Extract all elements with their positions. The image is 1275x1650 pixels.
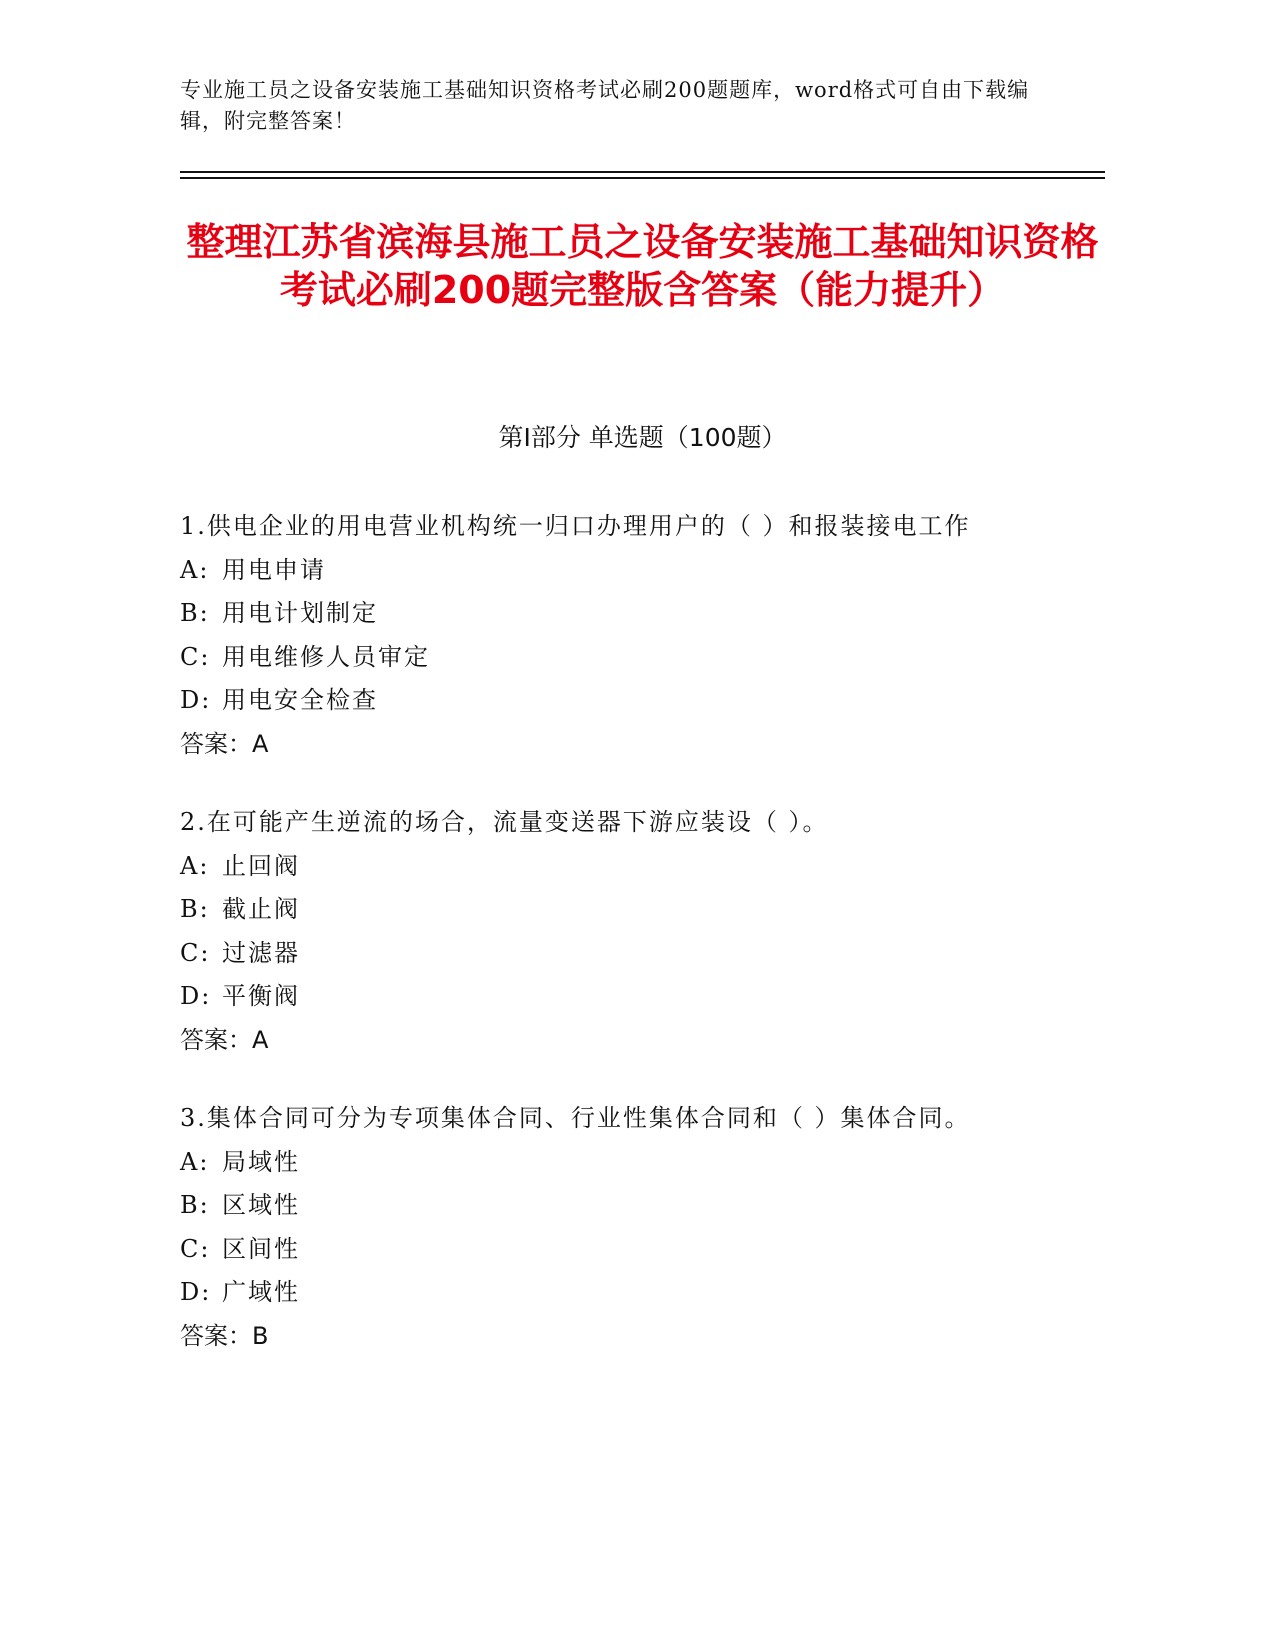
answer-line	[180, 1315, 1105, 1359]
option-text: 区间性	[222, 1234, 300, 1263]
option-b	[180, 1184, 1105, 1228]
option-d	[180, 975, 1105, 1019]
header-note: 专业施工员之设备安装施工基础知识资格考试必刷200题题库，word格式可自由下载编辑，附完整答案！	[180, 78, 1030, 133]
question-1	[180, 505, 1105, 766]
answer-value: B	[252, 1321, 269, 1350]
option-letter: A:	[180, 1147, 210, 1176]
option-c	[180, 1228, 1105, 1272]
option-text: 截止阀	[222, 895, 300, 923]
header-rule-thin	[180, 171, 1105, 173]
option-letter: B:	[180, 895, 210, 923]
option-letter: A:	[180, 851, 210, 880]
option-d	[180, 679, 1105, 723]
answer-label: 答案：	[180, 1321, 252, 1350]
option-a	[180, 1141, 1105, 1185]
option-letter: B:	[180, 599, 210, 627]
answer-value: A	[252, 1025, 269, 1054]
question-2	[180, 801, 1105, 1062]
question-stem: 3.集体合同可分为专项集体合同、行业性集体合同和（ ）集体合同。	[180, 1104, 971, 1132]
header-rule-thick	[180, 177, 1105, 179]
answer-line	[180, 723, 1105, 767]
answer-label: 答案：	[180, 1025, 252, 1054]
option-text: 用电维修人员审定	[222, 642, 430, 671]
option-d	[180, 1271, 1105, 1315]
option-text: 区域性	[222, 1191, 300, 1219]
option-letter: B:	[180, 1191, 210, 1219]
option-text: 用电计划制定	[222, 599, 378, 627]
option-letter: D:	[180, 982, 212, 1010]
option-text: 广域性	[222, 1278, 300, 1306]
option-a	[180, 549, 1105, 593]
option-letter: D:	[180, 686, 212, 714]
answer-line	[180, 1019, 1105, 1063]
option-text: 局域性	[222, 1147, 300, 1176]
option-c	[180, 932, 1105, 976]
answer-label: 答案：	[180, 729, 252, 758]
question-list	[180, 505, 1105, 1393]
option-text: 止回阀	[222, 851, 300, 880]
option-letter: D:	[180, 1278, 212, 1306]
document-title: 整理江苏省滨海县施工员之设备安装施工基础知识资格考试必刷200题完整版含答案（能力提升）	[186, 220, 1099, 312]
answer-value: A	[252, 729, 269, 758]
option-letter: C:	[180, 642, 211, 671]
option-letter: C:	[180, 938, 211, 967]
question-3	[180, 1097, 1105, 1358]
option-b	[180, 888, 1105, 932]
section-title: 第Ⅰ部分 单选题（100题）	[498, 423, 787, 452]
option-text: 过滤器	[222, 938, 300, 967]
option-b	[180, 592, 1105, 636]
option-a	[180, 845, 1105, 889]
option-letter: C:	[180, 1234, 211, 1263]
question-stem: 2.在可能产生逆流的场合，流量变送器下游应装设（ ）。	[180, 808, 829, 836]
option-text: 用电安全检查	[222, 686, 378, 714]
option-text: 用电申请	[222, 555, 326, 584]
option-c	[180, 636, 1105, 680]
question-stem: 1.供电企业的用电营业机构统一归口办理用户的（ ）和报装接电工作	[180, 512, 971, 540]
option-text: 平衡阀	[222, 982, 300, 1010]
option-letter: A:	[180, 555, 210, 584]
